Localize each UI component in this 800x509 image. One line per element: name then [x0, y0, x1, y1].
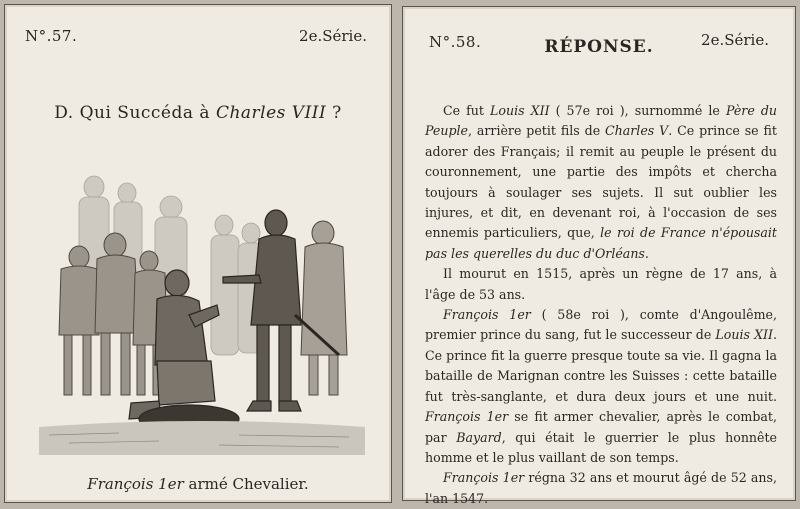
answer-body [425, 101, 777, 509]
knighting-engraving [39, 165, 365, 455]
card-number: N°.57. [25, 27, 78, 45]
answer-title: RÉPONSE. [544, 37, 654, 57]
paragraph-text: , arrière petit fils de [468, 123, 606, 139]
answer-paragraph [425, 101, 777, 264]
answer-paragraph [425, 305, 777, 468]
answer-card [402, 6, 796, 506]
illustration-caption [5, 475, 391, 493]
italic-text: Louis XII [715, 327, 773, 343]
paragraph-text: Il mourut en 1515, après un règne de 17 ans, à l'âge de 53 ans. [425, 266, 777, 302]
paragraph-text: , qui était le guerrier le plus honnête homme et le plus vaillant de son temps. [425, 429, 778, 465]
italic-text: François 1er [443, 470, 525, 486]
paragraph-text: ( 58e roi ), comte d'Angoulême, premier prince du sang, fut le successeur de [425, 307, 777, 343]
answer-paragraph [425, 468, 777, 509]
paragraph-text: ( 57e roi ), surnommé le [549, 103, 726, 118]
question-prefix: D. Qui Succéda à [54, 103, 216, 123]
question-suffix: ? [326, 103, 342, 123]
paragraph-text: se fit armer chevalier, après le combat, par [425, 409, 777, 445]
paragraph-text: Ce fut [443, 103, 491, 118]
italic-text: François 1er [425, 409, 509, 425]
italic-text: François 1er [443, 307, 531, 323]
answer-paragraph [425, 264, 777, 305]
question-text [5, 103, 391, 123]
paragraph-text: . Ce prince se fit adorer des Français; il remit au peuple le présent du couronnement, une partie des impôts et chercha toujours à soulager ses sujets. Il sut oublier les injures, et dit, en devenant roi, à l'occasion de ses ennemis particuliers, que, [425, 123, 777, 241]
series-label: 2e.Série. [299, 27, 367, 45]
italic-text: Charles V [605, 123, 669, 139]
question-card [4, 4, 392, 503]
question-king-name: Charles VIII [215, 103, 327, 123]
series-label: 2e.Série. [701, 31, 769, 49]
italic-text: Bayard [456, 429, 502, 445]
paragraph-text: . Ce prince fit la guerre presque toute sa vie. Il gagna la bataille de Marignan contre les Suisses : cette bataille fut très-sanglante, et dura deux jours et une nuit. [425, 327, 777, 404]
card-number: N°.58. [429, 33, 482, 51]
caption-rest: armé Chevalier. [183, 475, 309, 493]
paragraph-text: . [644, 245, 649, 261]
italic-text: Père du Peuple [425, 103, 777, 139]
caption-king-name: François 1er [87, 475, 184, 493]
italic-text: le roi de France n'épousait pas les querelles du duc d'Orléans [425, 225, 777, 261]
italic-text: Louis XII [490, 103, 550, 118]
paragraph-text: régna 32 ans et mourut âgé de 52 ans, l'an 1547. [425, 470, 777, 506]
